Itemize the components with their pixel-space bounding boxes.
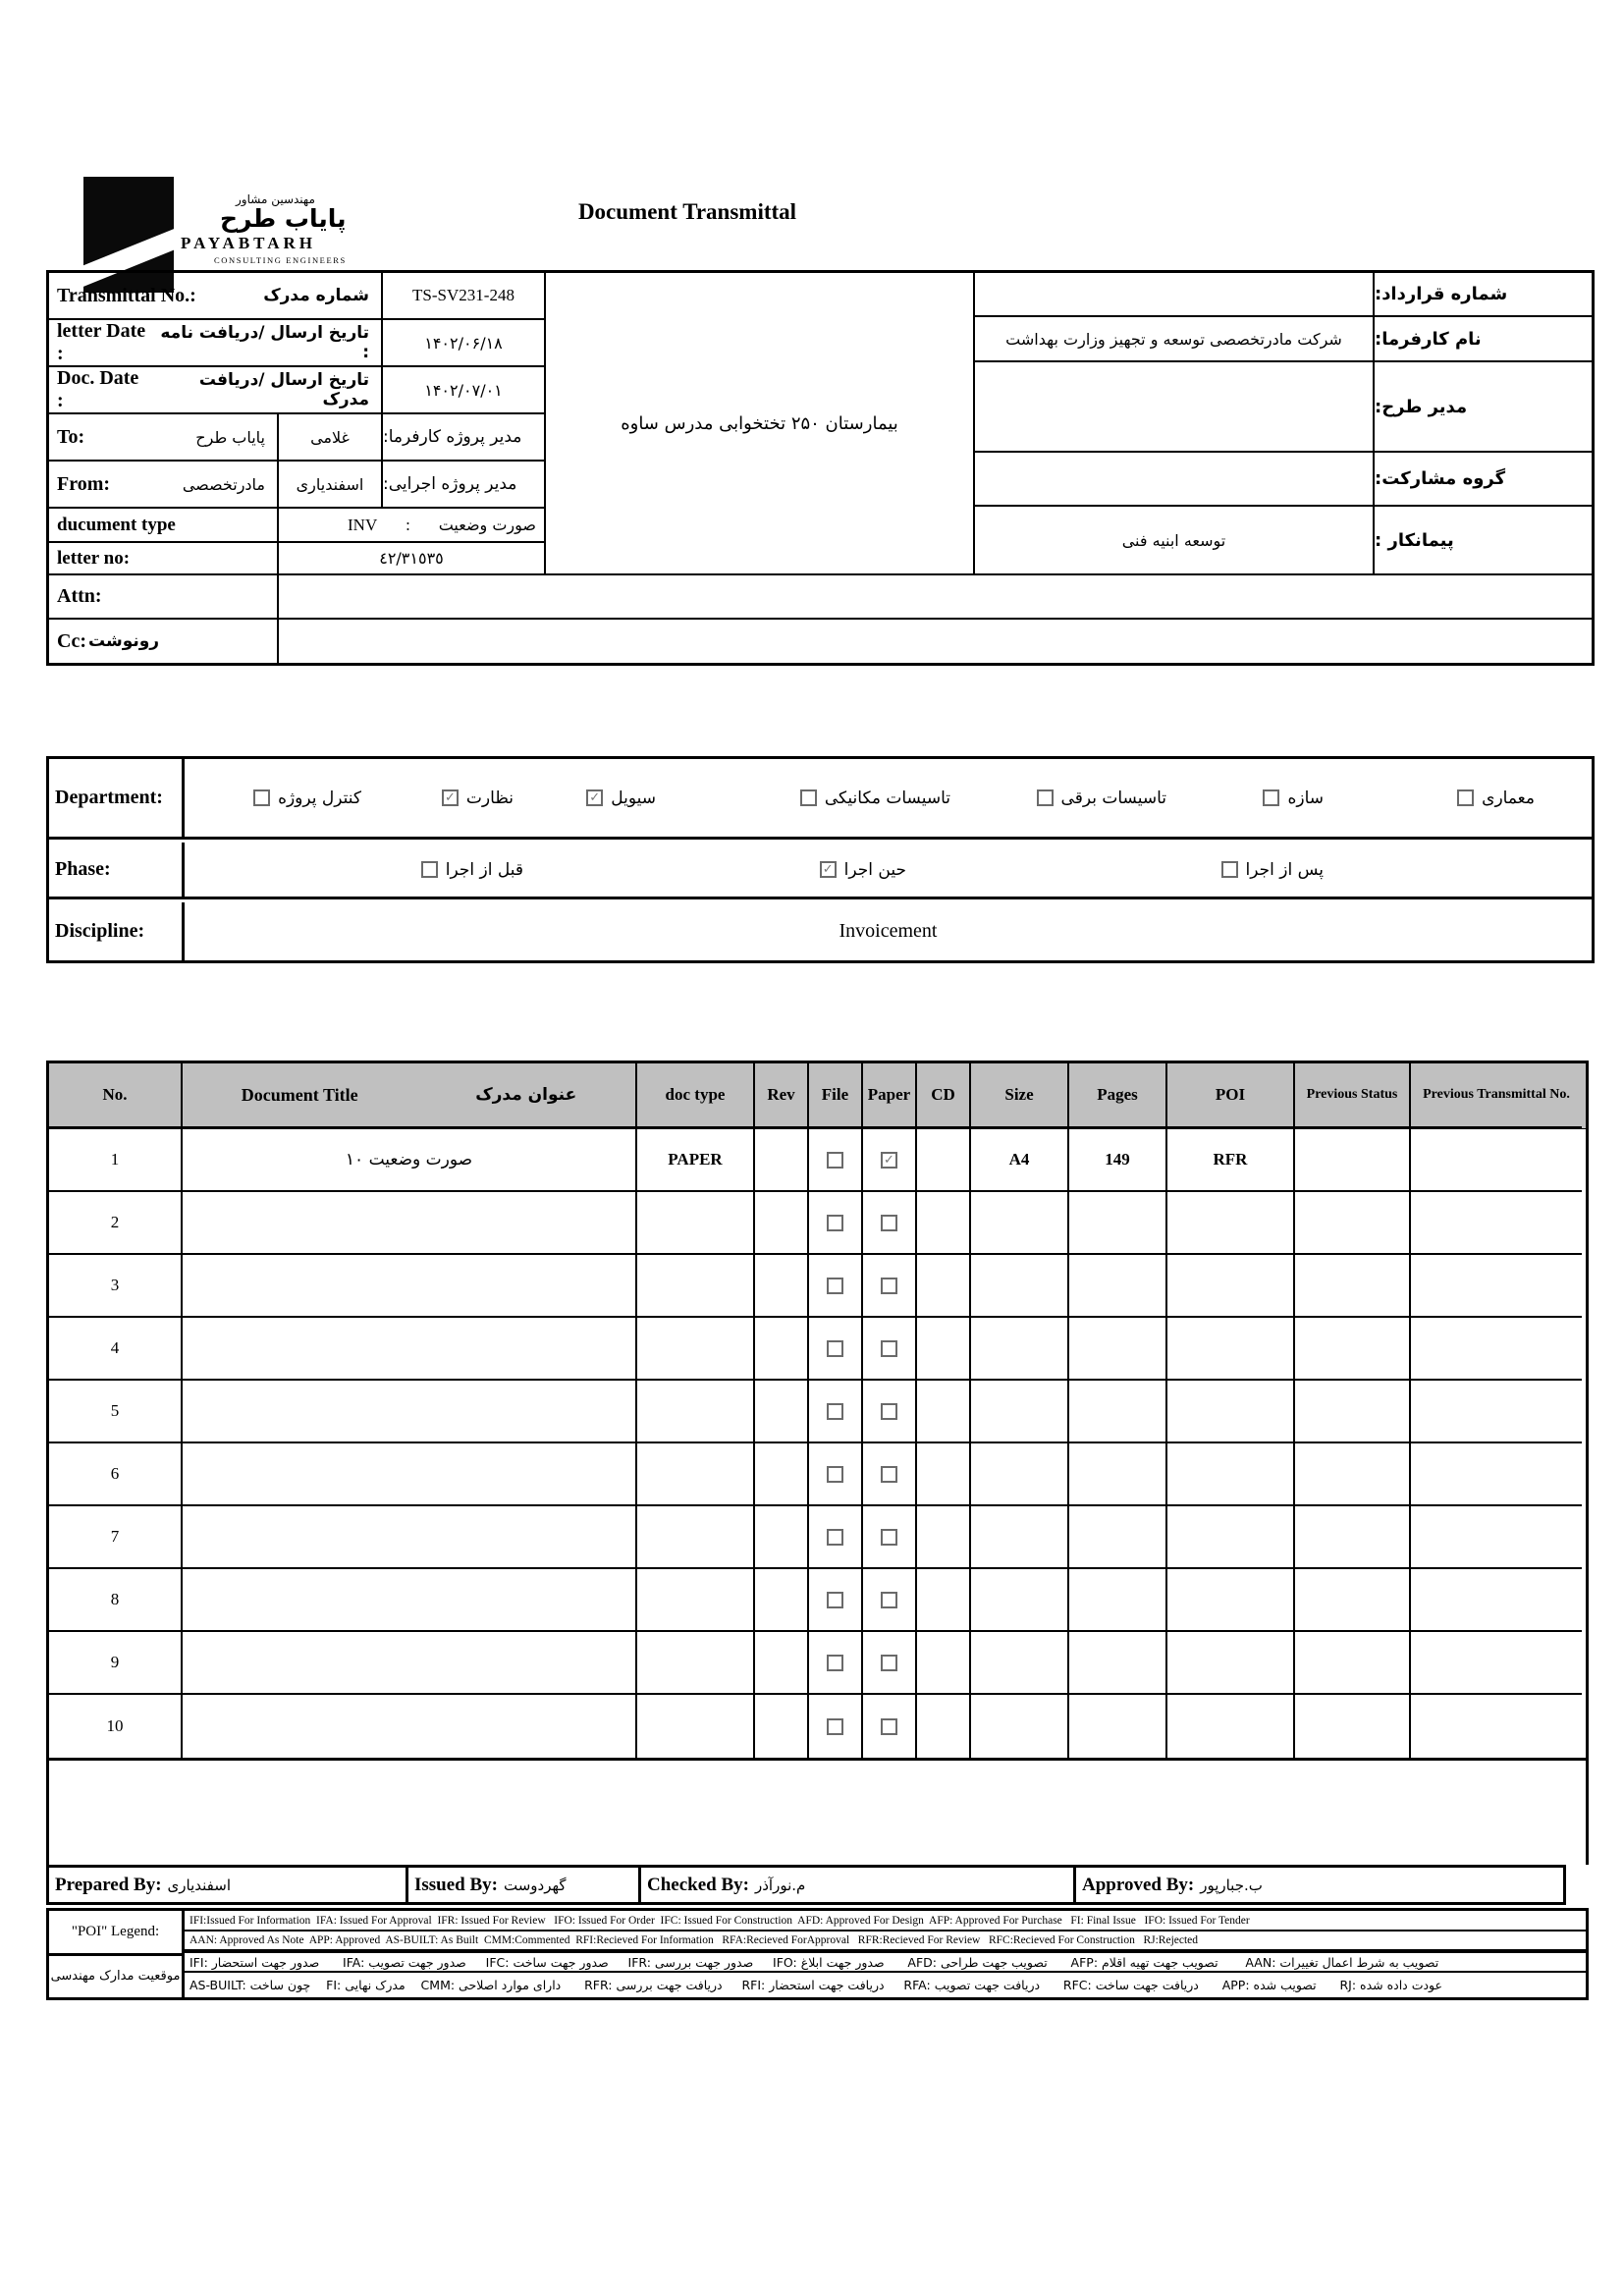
row-size [971,1318,1069,1381]
row-pages [1069,1192,1167,1255]
project-control-checkbox[interactable] [253,789,270,806]
cc-value-cell [279,620,1592,663]
header-doc-type: doc type [637,1063,755,1128]
row-file-cell [809,1192,863,1255]
cc-label-fa: رونوشت [87,631,160,651]
design-manager-label-cell [1375,362,1592,453]
discipline-label: Discipline: [49,902,185,960]
header-pages: Pages [1069,1063,1167,1128]
approved-by-value: ب.جبارپور [1200,1876,1263,1894]
paper-checkbox[interactable] [881,1278,897,1294]
to-value: پایاب طرح [195,427,265,447]
table-header-row [49,1063,1586,1129]
row-size: A4 [971,1129,1069,1192]
row-pages [1069,1381,1167,1443]
row-rev [755,1506,809,1569]
row-prev-status [1295,1632,1411,1695]
letter-date-text: ۱۴۰۲/۰۶/۱۸ [424,333,503,353]
dept-supervision [442,789,514,808]
letter-no-value-cell [279,543,546,575]
doctype-value-fa: صورت وضعیت [438,516,536,534]
row-prev-transmittal [1411,1318,1582,1381]
row-doc-type [637,1255,755,1318]
dept-project-control [253,789,361,808]
row-paper-cell [863,1569,917,1632]
paper-checkbox[interactable] [881,1529,897,1546]
design-manager-label: مدیر طرح: [1375,396,1468,417]
row-prev-status [1295,1443,1411,1506]
row-poi [1167,1318,1295,1381]
row-prev-status [1295,1695,1411,1758]
row-paper-cell [863,1506,917,1569]
mechanical-label: تاسیسات مکانیکی [824,788,950,808]
attn-label: Attn: [57,585,102,607]
row-prev-status [1295,1506,1411,1569]
dept-electrical [1037,789,1166,808]
contractor-value: توسعه ابنیه فنی [1121,530,1226,550]
table-empty-area [46,1754,1589,1865]
row-paper-cell [863,1632,917,1695]
row-doc-type [637,1381,755,1443]
row-file-cell [809,1129,863,1192]
doc-date-label-en: Doc. Date : [57,367,139,411]
exec-pm-label: مدیر پروژه اجرایی: [383,474,517,494]
row-file-cell [809,1695,863,1758]
row-paper-cell [863,1129,917,1192]
row-doc-type [637,1569,755,1632]
doc-date-label-cell [49,367,383,414]
client-name-value-cell [975,317,1375,362]
header-title-en: Document Title [241,1084,358,1105]
row-size [971,1192,1069,1255]
exec-pm-label-cell [383,462,546,509]
design-manager-value-cell [975,362,1375,453]
row-doc-type [637,1632,755,1695]
checked-by-cell [641,1868,1076,1902]
header-prev-status: Previous Status [1295,1063,1411,1128]
row-title [183,1569,637,1632]
checked-by-label: Checked By: [647,1874,749,1895]
row-cd [917,1569,971,1632]
table-row-7 [49,1506,1586,1569]
approved-by-cell [1076,1868,1563,1902]
row-title [183,1192,637,1255]
transmittal-no-text: TS-SV231-248 [412,286,514,304]
file-checkbox[interactable] [827,1215,843,1231]
prepared-by-label: Prepared By: [55,1874,162,1895]
row-paper-cell [863,1192,917,1255]
dept-architecture [1457,789,1535,808]
client-pm-name: غلامی [310,427,350,447]
row-paper-cell [863,1318,917,1381]
project-name: بیمارستان ۲۵۰ تختخوابی مدرس ساوه [621,412,898,434]
letter-date-label-fa: تاریخ ارسال /دریافت نامه : [160,323,369,362]
row-prev-status [1295,1129,1411,1192]
electrical-label: تاسیسات برقی [1060,788,1166,808]
file-checkbox[interactable] [827,1340,843,1357]
row-cd [917,1443,971,1506]
contract-no-value-cell [975,273,1375,317]
dept-mechanical [800,789,950,808]
row-file-cell [809,1632,863,1695]
phase-after-execution [1221,860,1324,880]
row-file-cell [809,1569,863,1632]
civil-label: سیویل [611,788,656,808]
signature-row [46,1865,1566,1905]
row-prev-transmittal [1411,1255,1582,1318]
poi-legend-label: "POI" Legend: [49,1911,182,1956]
row-title [183,1255,637,1318]
contract-no-label: شماره قرارداد: [1375,284,1508,304]
phase-before-execution [421,860,523,880]
row-no: 5 [49,1381,183,1443]
row-pages: 149 [1069,1129,1167,1192]
file-checkbox[interactable] [827,1152,843,1169]
row-pages [1069,1632,1167,1695]
phase-during-execution [820,860,906,880]
letter-no-value: ٤٢/٣١٥٣٥ [379,549,444,568]
department-row [49,759,1592,840]
client-pm-label: مدیر پروژه کارفرما: [383,427,522,447]
exec-pm-name-cell [279,462,383,509]
row-pages [1069,1255,1167,1318]
row-size [971,1381,1069,1443]
client-name-value: شرکت مادرتخصصی توسعه و تجهیز وزارت بهداشت [1005,329,1342,349]
paper-checkbox[interactable] [881,1340,897,1357]
header-title [183,1063,637,1128]
letter-no-label-cell [49,543,279,575]
row-cd [917,1506,971,1569]
row-prev-status [1295,1255,1411,1318]
from-label: From: [57,472,111,495]
row-no: 8 [49,1569,183,1632]
project-name-cell [546,273,975,575]
issued-by-value: گهردوست [504,1876,567,1894]
legend-line-status-en: AAN: Approved As Note APP: Approved AS-BUILT: As Built CMM:Commented RFI:Recieved For Information RFA:Recieved ForApproval RFR:Recieved For Review RFC:Recieved For Construction RJ:Rejected [185,1931,1586,1953]
row-cd [917,1318,971,1381]
electrical-checkbox[interactable] [1037,789,1054,806]
transmittal-no-label-cell [49,273,383,320]
file-checkbox[interactable] [827,1278,843,1294]
file-checkbox[interactable] [827,1403,843,1420]
issued-by-cell [408,1868,641,1902]
row-prev-transmittal [1411,1192,1582,1255]
row-size [971,1506,1069,1569]
row-cd [917,1695,971,1758]
cc-label-cell [49,620,279,663]
row-file-cell [809,1443,863,1506]
supervision-checkbox[interactable]: ✓ [442,789,459,806]
row-rev [755,1569,809,1632]
table-row-6 [49,1443,1586,1506]
attn-value-cell [279,575,1592,620]
discipline-value: Invoicement [839,920,938,942]
row-no: 1 [49,1129,183,1192]
doc-date-label-fa: تاریخ ارسال /دریافت مدرک [198,370,369,409]
issued-by-label: Issued By: [414,1874,498,1895]
to-label: To: [57,425,85,448]
table-row-2 [49,1192,1586,1255]
info-table [46,270,1595,666]
row-size [971,1632,1069,1695]
row-poi [1167,1443,1295,1506]
row-title [183,1632,637,1695]
row-paper-cell [863,1443,917,1506]
jv-label-cell [1375,453,1592,507]
row-no: 9 [49,1632,183,1695]
file-checkbox[interactable] [827,1592,843,1608]
legend-line-issued-fa: IFI: صدور جهت استحضار IFA: صدور جهت تصویب IFC: صدور جهت ساخت IFR: صدور جهت بررسی IFO: صدور جهت ابلاغ AFD: تصویب جهت طراحی AFP: تصویب جهت تهیه اقلام AAN: تصویب به شرط اعمال تغییرات [185,1953,1586,1973]
row-cd [917,1192,971,1255]
letter-no-label: letter no: [57,547,131,569]
row-rev [755,1255,809,1318]
row-cd [917,1255,971,1318]
paper-checkbox[interactable] [881,1718,897,1735]
logo-en-name: PAYABTARH [181,234,317,253]
row-no: 4 [49,1318,183,1381]
to-cell [49,414,279,462]
client-name-label: نام کارفرما: [1375,328,1482,350]
page-title: Document Transmittal [577,199,797,224]
letter-date-value [383,320,546,367]
status-legend-label: موقعیت مدارک مهندسی [50,1969,181,1985]
row-cd [917,1381,971,1443]
structure-label: سازه [1287,788,1324,808]
from-cell [49,462,279,509]
transmittal-no-label-en: Transmittal No.: [57,284,196,306]
logo-en-subtitle: CONSULTING ENGINEERS [214,255,347,266]
transmittal-no-label-fa: شماره مدرک [263,286,369,305]
row-pages [1069,1506,1167,1569]
row-cd [917,1632,971,1695]
row-prev-status [1295,1569,1411,1632]
table-row-9 [49,1632,1586,1695]
row-prev-status [1295,1192,1411,1255]
letter-date-label-en: letter Date : [57,320,146,364]
row-file-cell [809,1255,863,1318]
contractor-value-cell [975,507,1375,575]
row-rev [755,1318,809,1381]
row-rev [755,1381,809,1443]
row-doc-type [637,1192,755,1255]
row-title [183,1695,637,1758]
paper-checkbox[interactable] [881,1655,897,1671]
legend-line-status-fa: AS-BUILT: چون ساخت FI: مدرک نهایی CMM: دارای موارد اصلاحی RFR: دریافت جهت بررسی RFI: دریافت جهت استحضار RFA: دریافت جهت تصویب RFC: دریافت جهت ساخت APP: تصویب شده RJ: عودت داده شده [189,1978,1442,1992]
paper-checkbox[interactable]: ✓ [881,1152,897,1169]
during-execution-checkbox[interactable]: ✓ [820,861,837,878]
header-rev: Rev [755,1063,809,1128]
doc-date-value [383,367,546,414]
row-poi [1167,1695,1295,1758]
architecture-label: معماری [1482,788,1535,808]
row-size [971,1569,1069,1632]
dept-structure [1263,789,1324,808]
header-size: Size [971,1063,1069,1128]
table-row-3 [49,1255,1586,1318]
prepared-by-cell [49,1868,408,1902]
row-prev-status [1295,1381,1411,1443]
table-row-5 [49,1381,1586,1443]
row-doc-type [637,1318,755,1381]
checked-by-value: م.نورآذر [754,1876,806,1894]
row-no: 3 [49,1255,183,1318]
from-value: مادرتخصصی [182,474,265,494]
header-poi: POI [1167,1063,1295,1128]
structure-checkbox[interactable] [1263,789,1279,806]
row-pages [1069,1569,1167,1632]
paper-checkbox[interactable] [881,1592,897,1608]
civil-checkbox[interactable]: ✓ [586,789,603,806]
row-prev-transmittal [1411,1695,1582,1758]
row-prev-transmittal [1411,1506,1582,1569]
row-title [183,1318,637,1381]
client-name-label-cell [1375,317,1592,362]
row-cd [917,1129,971,1192]
logo-fa-tagline: مهندسین مشاور [236,192,315,206]
row-no: 6 [49,1443,183,1506]
row-poi [1167,1506,1295,1569]
doctype-label: ducument type [57,514,176,535]
row-paper-cell [863,1255,917,1318]
row-rev [755,1129,809,1192]
dept-civil [586,789,656,808]
jv-label: گروه مشارکت: [1375,468,1506,489]
phase-label: Phase: [49,843,185,897]
row-poi [1167,1192,1295,1255]
header-prev-transmittal: Previous Transmittal No. [1411,1063,1582,1128]
row-rev [755,1695,809,1758]
row-title [183,1381,637,1443]
discipline-row [49,902,1592,960]
row-file-cell [809,1381,863,1443]
row-size [971,1255,1069,1318]
row-paper-cell [863,1695,917,1758]
file-checkbox[interactable] [827,1655,843,1671]
row-prev-status [1295,1318,1411,1381]
row-doc-type [637,1506,755,1569]
header-file: File [809,1063,863,1128]
row-poi [1167,1632,1295,1695]
file-checkbox[interactable] [827,1529,843,1546]
during-execution-label: حین اجرا [843,859,906,880]
row-pages [1069,1318,1167,1381]
legend-lines-column [185,1911,1586,1997]
row-poi: RFR [1167,1129,1295,1192]
logo-text-block [181,192,416,265]
contractor-label-cell [1375,507,1592,575]
cc-label-en: Cc: [57,629,86,652]
table-row-10 [49,1695,1586,1758]
mechanical-checkbox[interactable] [800,789,817,806]
after-execution-checkbox[interactable] [1221,861,1238,878]
row-title: صورت وضعیت ۱۰ [183,1129,637,1192]
row-prev-transmittal [1411,1381,1582,1443]
legend-line-issued-en: IFI:Issued For Information IFA: Issued For Approval IFR: Issued For Review IFO: Issued For Order IFC: Issued For Construction AFD: Approved For Design AFP: Approved For Purchase FI: Final Issue IFO: Issued For Tender [185,1911,1586,1931]
exec-pm-name: اسفندیاری [296,474,364,494]
header-no: No. [49,1063,183,1128]
jv-value-cell [975,453,1375,507]
department-label: Department: [49,759,185,837]
row-doc-type [637,1443,755,1506]
paper-checkbox[interactable] [881,1403,897,1420]
row-rev [755,1443,809,1506]
project-control-label: کنترل پروژه [278,788,361,808]
doctype-label-cell [49,509,279,543]
architecture-checkbox[interactable] [1457,789,1474,806]
row-poi [1167,1255,1295,1318]
header-paper: Paper [863,1063,917,1128]
row-doc-type: PAPER [637,1129,755,1192]
row-doc-type [637,1695,755,1758]
phase-row [49,843,1592,899]
file-checkbox[interactable] [827,1466,843,1483]
row-poi [1167,1569,1295,1632]
file-checkbox[interactable] [827,1718,843,1735]
supervision-label: نظارت [465,788,514,808]
row-title [183,1443,637,1506]
poi-legend [46,1908,1589,2000]
row-prev-transmittal [1411,1443,1582,1506]
row-prev-transmittal [1411,1129,1582,1192]
logo-fa-name: پایاب طرح [220,204,347,233]
row-file-cell [809,1318,863,1381]
header-cd: CD [917,1063,971,1128]
row-size [971,1695,1069,1758]
doctype-value-en: INV [348,515,378,534]
before-execution-checkbox[interactable] [421,861,438,878]
row-rev [755,1632,809,1695]
row-pages [1069,1695,1167,1758]
transmittal-no-value [383,273,546,320]
row-size [971,1443,1069,1506]
row-title [183,1506,637,1569]
doctype-value-cell [279,509,546,543]
row-rev [755,1192,809,1255]
row-file-cell [809,1506,863,1569]
prepared-by-value: اسفندیاری [167,1876,231,1894]
paper-checkbox[interactable] [881,1466,897,1483]
row-no: 7 [49,1506,183,1569]
row-prev-transmittal [1411,1632,1582,1695]
table-row-4 [49,1318,1586,1381]
document-list-table [46,1061,1589,1761]
table-row-1 [49,1129,1586,1192]
legend-labels-column [49,1911,185,1997]
client-pm-name-cell [279,414,383,462]
classification-table [46,756,1595,963]
contract-no-label-cell [1375,273,1592,317]
row-no: 2 [49,1192,183,1255]
paper-checkbox[interactable] [881,1215,897,1231]
before-execution-label: قبل از اجرا [445,859,523,880]
contractor-label: پیمانکار : [1375,529,1454,551]
after-execution-label: پس از اجرا [1245,859,1324,880]
row-no: 10 [49,1695,183,1758]
attn-label-cell [49,575,279,620]
table-row-8 [49,1569,1586,1632]
doc-date-text: ۱۴۰۲/۰۷/۰۱ [424,380,503,400]
approved-by-label: Approved By: [1082,1874,1195,1895]
letter-date-label-cell [49,320,383,367]
row-paper-cell [863,1381,917,1443]
header-title-fa: عنوان مدرک [475,1085,577,1105]
row-prev-transmittal [1411,1569,1582,1632]
doctype-colon: : [406,515,410,534]
row-pages [1069,1443,1167,1506]
row-poi [1167,1381,1295,1443]
client-pm-label-cell [383,414,546,462]
